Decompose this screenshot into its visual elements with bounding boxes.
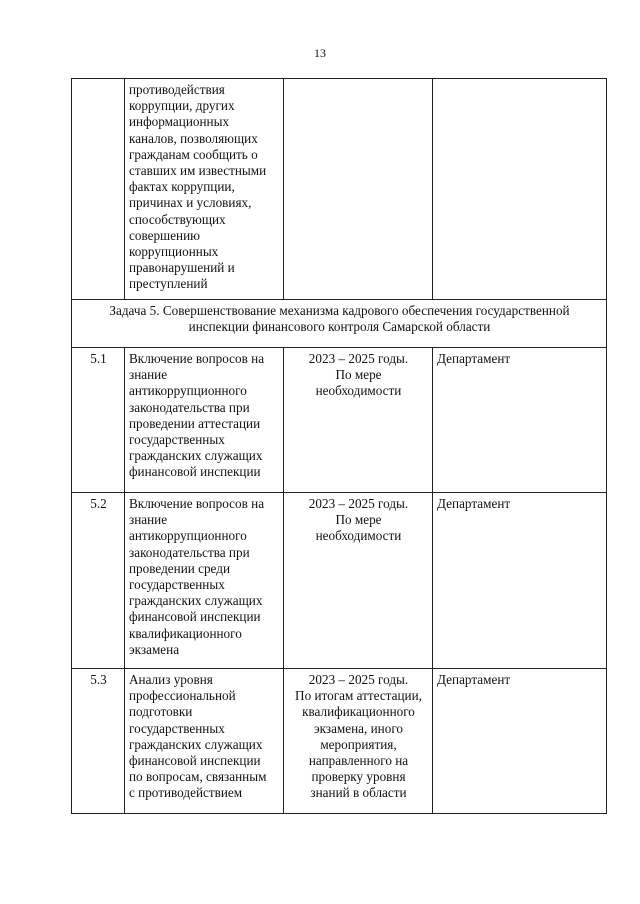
measure-name-line: гражданских служащих [129, 736, 263, 752]
task-header [72, 300, 607, 348]
measure-name-line: с противодействием [129, 785, 243, 801]
measure-name-line: знание [129, 512, 168, 528]
executor-cell [433, 79, 607, 300]
measure-name-line: проведении среди [129, 560, 230, 576]
period-line: экзамена, иного [313, 720, 404, 736]
period-cell [284, 79, 433, 300]
period-line: 2023 – 2025 годы. [308, 672, 409, 687]
measure-name-line: Включение вопросов на [129, 496, 265, 511]
measure-name-line: профессиональной [129, 688, 236, 704]
measure-name-line: фактах коррупции, [129, 179, 235, 195]
period-line: мероприятия, [320, 736, 397, 752]
row-number-cell [72, 79, 125, 300]
measure-name-line: коррупции, других [129, 98, 235, 114]
period-line: необходимости [315, 528, 402, 544]
table-row [72, 79, 607, 300]
measure-name-line: совершению [129, 227, 201, 243]
measure-name-line: ставших им известными [129, 163, 267, 179]
period-cell [284, 669, 433, 814]
measure-name-cell [125, 493, 284, 669]
measure-name-line: способствующих [129, 211, 226, 227]
measure-name-line: антикоррупционного [129, 528, 247, 544]
table-row [72, 493, 607, 669]
period-line: По мере [335, 512, 382, 528]
measure-name-line: финансовой инспекции [129, 464, 261, 480]
task-header-line: Задача 5. Совершенствование механизма кадрового обеспечения государственной [109, 303, 570, 318]
measure-name-line: государственных [129, 577, 225, 593]
measure-name-line: информационных [129, 114, 230, 130]
period-cell [284, 493, 433, 669]
measure-name-line: экзамена [129, 641, 180, 657]
measure-name-line: квалификационного [129, 625, 242, 641]
period-line: По мере [335, 367, 382, 383]
period-line: направленного на [308, 753, 409, 769]
measure-name-line: финансовой инспекции [129, 753, 261, 769]
executor-cell: Департамент [433, 669, 607, 814]
period-line: 2023 – 2025 годы. [308, 496, 409, 511]
task-header-row [72, 300, 607, 348]
measure-name-line: преступлений [129, 276, 208, 292]
measure-name-line: по вопросам, связанным [129, 769, 267, 785]
measure-name-line: каналов, позволяющих [129, 130, 258, 146]
measure-name-line: законодательства при [129, 544, 250, 560]
measure-name-line: причинах и условиях, [129, 195, 252, 211]
period-line: квалификационного [302, 704, 415, 720]
task-header-line: инспекции финансового контроля Самарской области [188, 319, 491, 335]
table-row [72, 348, 607, 493]
measure-name-line: антикоррупционного [129, 383, 247, 399]
period-line: По итогам аттестации, [295, 688, 422, 704]
measure-name-cell [125, 348, 284, 493]
row-number-cell: 5.1 [72, 348, 125, 493]
measure-name-line: правонарушений и [129, 260, 235, 276]
measure-name-line: проведении аттестации [129, 415, 261, 431]
measure-name-line: гражданских служащих [129, 593, 263, 609]
measure-name-line: Включение вопросов на [129, 351, 265, 366]
period-cell [284, 348, 433, 493]
period-line: проверку уровня [311, 769, 406, 785]
measure-name-line: коррупционных [129, 244, 219, 260]
period-line: 2023 – 2025 годы. [308, 351, 409, 366]
executor-cell: Департамент [433, 348, 607, 493]
measure-name-line: финансовой инспекции [129, 609, 261, 625]
measure-name-line: гражданам сообщить о [129, 146, 258, 162]
executor-cell: Департамент [433, 493, 607, 669]
measure-name-cell [125, 79, 284, 300]
measure-name-line: государственных [129, 720, 225, 736]
table-row [72, 669, 607, 814]
period-line: необходимости [315, 383, 402, 399]
row-number-cell: 5.2 [72, 493, 125, 669]
period-line: знаний в области [310, 785, 407, 801]
measure-name-line: Анализ уровня [129, 672, 213, 687]
measure-name-cell [125, 669, 284, 814]
measure-name-line: противодействия [129, 82, 225, 97]
row-number-cell: 5.3 [72, 669, 125, 814]
measures-table [71, 78, 607, 814]
measure-name-line: подготовки [129, 704, 193, 720]
measure-name-line: государственных [129, 432, 225, 448]
measure-name-line: законодательства при [129, 399, 250, 415]
measure-name-line: гражданских служащих [129, 448, 263, 464]
page-number: 13 [314, 46, 326, 60]
measure-name-line: знание [129, 367, 168, 383]
